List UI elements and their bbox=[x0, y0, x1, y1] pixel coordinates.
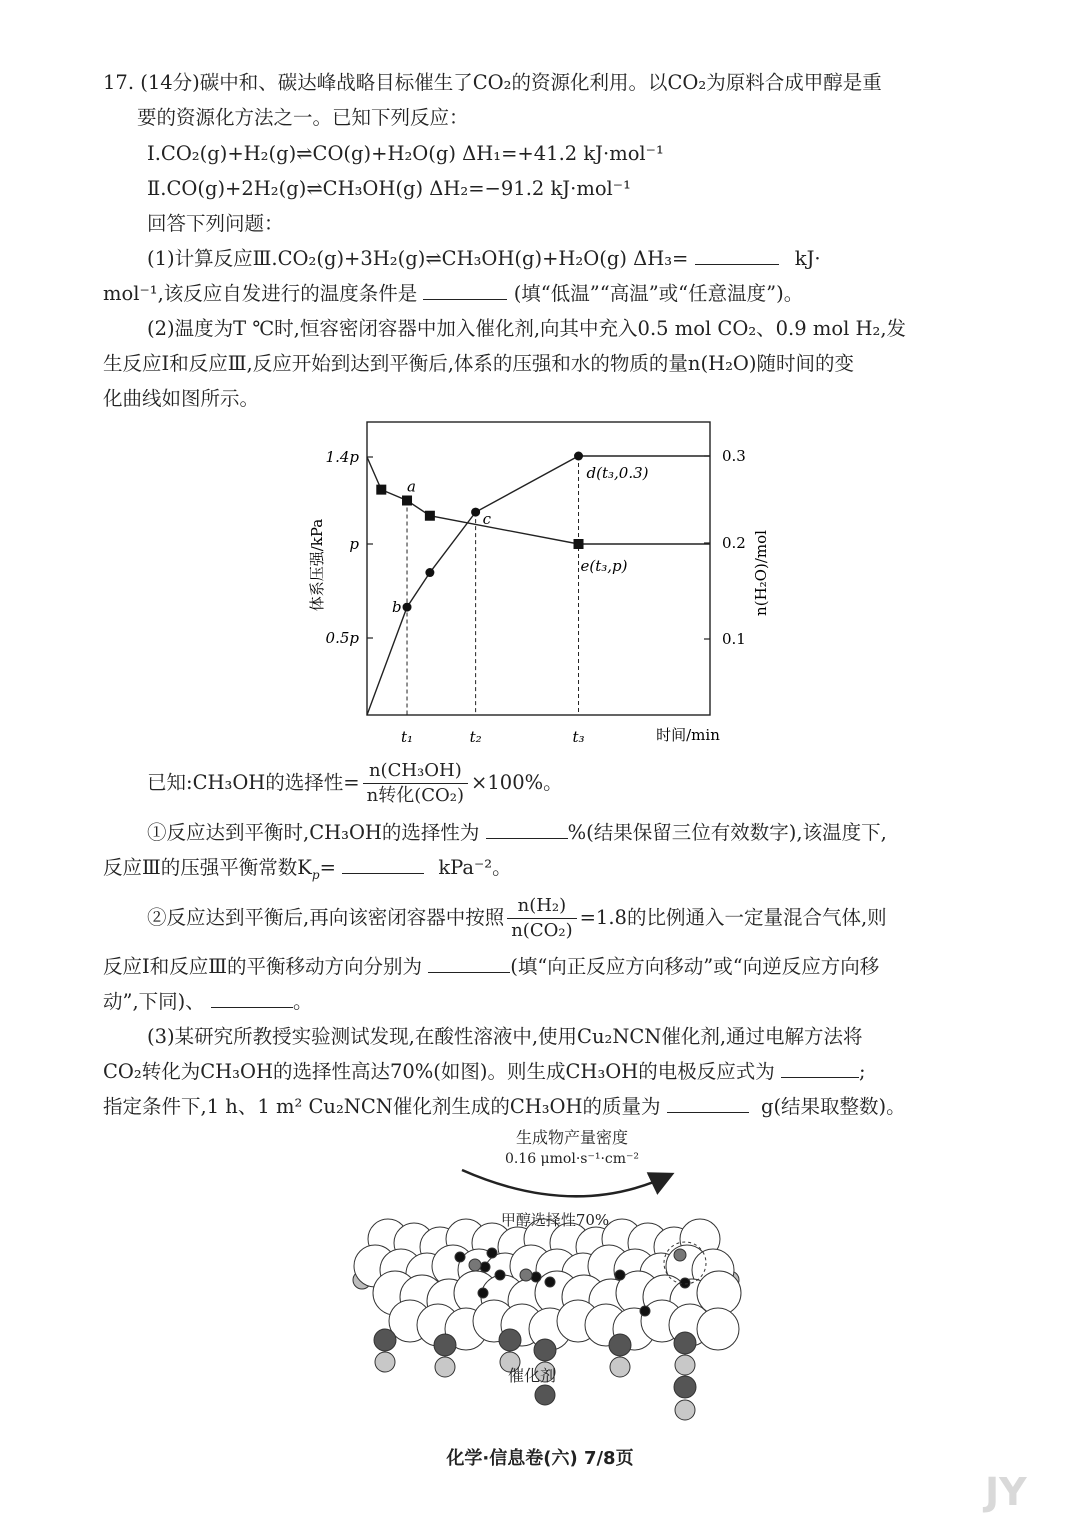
question-intro-1: 碳中和、碳达峰战略目标催生了CO₂的资源化利用。以CO₂为原料合成甲醇是重 bbox=[199, 71, 882, 94]
x-tick-label: t₁ bbox=[400, 728, 414, 746]
reaction-2: Ⅱ.CO(g)+2H₂(g)⇌CH₃OH(g) ΔH₂=−91.2 kJ·mol⁻¹ bbox=[147, 177, 631, 200]
adsorbed-molecule-atom bbox=[640, 1306, 650, 1316]
part2-line-2: 生反应Ⅰ和反应Ⅲ,反应开始到达到平衡后,体系的压强和水的物质的量n(H₂O)随时间的变 bbox=[103, 352, 854, 375]
ratio-denominator: n(CO₂) bbox=[511, 920, 573, 941]
part1-unit: kJ· bbox=[794, 247, 821, 270]
water-point bbox=[471, 508, 480, 517]
catalyst-dark-atom bbox=[674, 1376, 696, 1398]
adsorbed-carbon-atom bbox=[469, 1259, 481, 1271]
part1-line-2 bbox=[103, 279, 803, 309]
catalyst-dark-atom bbox=[535, 1385, 555, 1405]
adsorbed-molecule-atom bbox=[455, 1252, 465, 1262]
adsorbed-molecule-atom bbox=[545, 1277, 555, 1287]
catalyst-light-atom bbox=[610, 1357, 630, 1377]
methanol-mass-blank[interactable] bbox=[667, 1092, 749, 1113]
pressure-point bbox=[402, 496, 412, 506]
answer-prompt: 回答下列问题： bbox=[147, 212, 284, 235]
adsorbed-molecule-atom bbox=[480, 1262, 490, 1272]
part3-line-2 bbox=[103, 1057, 866, 1087]
sub2-line-1 bbox=[147, 893, 887, 943]
sub1-line-2 bbox=[103, 853, 512, 883]
fraction-numerator: n(CH₃OH) bbox=[363, 759, 468, 784]
point-label-a: a bbox=[407, 477, 416, 496]
catalyst-label: 催化剂 bbox=[507, 1366, 557, 1385]
kp-subscript: p bbox=[311, 867, 320, 882]
reaction3-shift-blank[interactable] bbox=[211, 987, 293, 1008]
part1-line-1 bbox=[147, 244, 821, 274]
point-label-c: c bbox=[482, 510, 492, 529]
sub2-text-c: 反应Ⅰ和反应Ⅲ的平衡移动方向分别为 bbox=[103, 955, 423, 978]
adsorbed-molecule-atom bbox=[495, 1270, 505, 1280]
part3-text-b: CO₂转化为CH₃OH的选择性高达70%(如图)。则生成CH₃OH的电极反应式为 bbox=[103, 1060, 775, 1083]
catalyst-dark-atom bbox=[374, 1329, 396, 1351]
adsorbed-molecule-atom bbox=[478, 1288, 488, 1298]
selectivity-definition bbox=[147, 758, 563, 808]
part3-text-b-end: ; bbox=[858, 1060, 866, 1083]
adsorbed-molecule-atom bbox=[531, 1272, 541, 1282]
adsorbed-carbon-atom bbox=[520, 1269, 532, 1281]
question-number: 17. bbox=[103, 71, 135, 94]
kp-answer-blank[interactable] bbox=[342, 853, 424, 874]
page-footer: 化学·信息卷(六) 7/8页 bbox=[446, 1448, 634, 1469]
dh3-answer-blank[interactable] bbox=[695, 244, 779, 265]
catalyst-dark-atom bbox=[609, 1334, 631, 1356]
catalyst-light-atom bbox=[435, 1357, 455, 1377]
plot-frame bbox=[367, 422, 710, 715]
reaction-arrow bbox=[462, 1170, 670, 1196]
sub2-text-d: (填“向正反应方向移动”或“向逆反应方向移 bbox=[510, 955, 880, 978]
catalyst-light-atom bbox=[675, 1355, 695, 1375]
sub1-text-a: ①反应达到平衡时,CH₃OH的选择性为 bbox=[147, 821, 480, 844]
sub1-text-d: = bbox=[319, 856, 336, 879]
right-tick-label: 0.3 bbox=[722, 447, 746, 465]
pressure-water-chart bbox=[300, 415, 770, 755]
question-score: (14分) bbox=[140, 71, 200, 94]
definition-suffix: ×100%。 bbox=[471, 771, 563, 794]
ratio-fraction bbox=[507, 894, 576, 943]
part3-line-1: (3)某研究所教授实验测试发现,在酸性溶液中,使用Cu₂NCN催化剂,通过电解方法将 bbox=[147, 1025, 863, 1048]
part3-text-d: g(结果取整数)。 bbox=[760, 1095, 906, 1118]
part2-line-3: 化曲线如图所示。 bbox=[103, 387, 260, 410]
water-point bbox=[425, 568, 434, 577]
right-axis-title: n(H₂O)/mol bbox=[752, 530, 770, 616]
selectivity-answer-blank[interactable] bbox=[486, 818, 568, 839]
pressure-point bbox=[425, 511, 435, 521]
temperature-answer-blank[interactable] bbox=[423, 279, 507, 300]
watermark: JY bbox=[985, 1470, 1027, 1514]
part1-text-a: (1)计算反应Ⅲ.CO₂(g)+3H₂(g)⇌CH₃OH(g)+H₂O(g) ΔH₃= bbox=[147, 247, 689, 270]
adsorbed-carbon-atom bbox=[674, 1249, 686, 1261]
part1-text-c: (填“低温”“高温”或“任意温度”)。 bbox=[513, 282, 804, 305]
catalyst-dark-atom bbox=[534, 1339, 556, 1361]
pressure-point bbox=[376, 485, 386, 495]
reaction-1: Ⅰ.CO₂(g)+H₂(g)⇌CO(g)+H₂O(g) ΔH₁=+41.2 kJ·mol⁻¹ bbox=[147, 142, 664, 165]
x-tick-label: t₃ bbox=[572, 728, 585, 746]
left-tick-label: p bbox=[349, 535, 359, 553]
right-tick-label: 0.2 bbox=[722, 534, 746, 552]
adsorbed-molecule-atom bbox=[680, 1278, 690, 1288]
production-rate-label: 0.16 μmol·s⁻¹·cm⁻² bbox=[504, 1151, 640, 1167]
left-axis-title: 体系压强/kPa bbox=[308, 518, 326, 612]
water-point bbox=[574, 452, 583, 461]
ratio-numerator: n(H₂) bbox=[507, 894, 576, 919]
point-label-e: e(t₃,p) bbox=[580, 557, 628, 575]
catalyst-dark-atom bbox=[499, 1329, 521, 1351]
catalyst-light-atom bbox=[375, 1352, 395, 1372]
catalyst-figure bbox=[340, 1125, 760, 1425]
sub2-text-e: 动”,下同)、 bbox=[103, 990, 205, 1013]
right-tick-label: 0.1 bbox=[722, 630, 746, 648]
sub2-text-f: 。 bbox=[292, 990, 313, 1013]
catalyst-light-atom bbox=[675, 1400, 695, 1420]
point-label-b: b bbox=[392, 598, 402, 617]
methanol-selectivity-label: 甲醇选择性70% bbox=[500, 1211, 610, 1229]
reaction1-shift-blank[interactable] bbox=[428, 952, 510, 973]
question-line-1 bbox=[103, 68, 882, 98]
part3-text-c: 指定条件下,1 h、1 m² Cu₂NCN催化剂生成的CH₃OH的质量为 bbox=[103, 1095, 661, 1118]
fraction-denominator: n转化(CO₂) bbox=[366, 785, 465, 806]
sub1-text-c: 反应Ⅲ的压强平衡常数K bbox=[103, 856, 312, 879]
sub2-line-2 bbox=[103, 952, 879, 982]
part3-line-3 bbox=[103, 1092, 906, 1122]
catalyst-dark-atom bbox=[674, 1332, 696, 1354]
left-tick-label: 0.5p bbox=[325, 629, 359, 647]
question-intro-2: 要的资源化方法之一。已知下列反应： bbox=[137, 106, 469, 129]
production-density-title: 生成物产量密度 bbox=[515, 1128, 629, 1147]
sub2-line-3 bbox=[103, 987, 313, 1017]
part1-text-b: mol⁻¹,该反应自发进行的温度条件是 bbox=[103, 282, 418, 305]
x-tick-label: t₂ bbox=[469, 728, 482, 746]
catalyst-white-atom bbox=[697, 1308, 739, 1350]
x-axis-title: 时间/min bbox=[656, 726, 720, 744]
adsorbed-molecule-atom bbox=[487, 1248, 497, 1258]
selectivity-fraction bbox=[363, 759, 468, 808]
electrode-reaction-blank[interactable] bbox=[781, 1057, 859, 1078]
catalyst-dark-atom bbox=[434, 1334, 456, 1356]
left-tick-label: 1.4p bbox=[325, 448, 359, 466]
sub1-text-e: kPa⁻²。 bbox=[438, 856, 512, 879]
definition-prefix: 已知:CH₃OH的选择性= bbox=[147, 771, 360, 794]
water-curve bbox=[367, 456, 710, 715]
pressure-point bbox=[574, 539, 584, 549]
sub1-line-1 bbox=[147, 818, 887, 848]
point-label-d: d(t₃,0.3) bbox=[586, 464, 649, 482]
water-point bbox=[403, 603, 412, 612]
sub2-text-a: ②反应达到平衡后,再向该密闭容器中按照 bbox=[147, 906, 505, 929]
part2-line-1: (2)温度为T ℃时,恒容密闭容器中加入催化剂,向其中充入0.5 mol CO₂、0.9 mol H₂,发 bbox=[147, 317, 907, 340]
pressure-curve bbox=[367, 457, 710, 544]
adsorbed-molecule-atom bbox=[615, 1270, 625, 1280]
sub2-text-b: =1.8的比例通入一定量混合气体,则 bbox=[579, 906, 887, 929]
sub1-text-b: %(结果保留三位有效数字),该温度下, bbox=[567, 821, 887, 844]
